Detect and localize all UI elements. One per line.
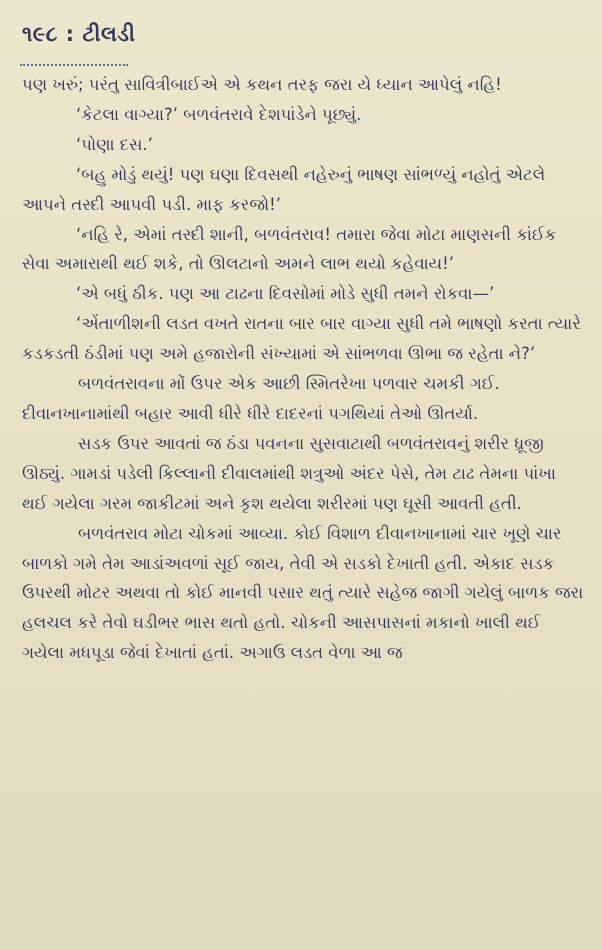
paragraph: ‘નહિ રે, એમાં તસ્દી શાની, બળવંતરાવ! તમારા જેવા મોટા માણસની કાંઈક સેવા અમારાથી થઈ શકે, તો ઊલટાનો અમને લાભ થયો કહેવાય!’ xyxy=(22,224,557,274)
paragraph: બળવંતરાવના મોં ઉપર એક આછી સ્મિતરેખા પળવાર ચમકી ગઈ. દીવાનખાનામાંથી બહાર આવી ધીરે ધીરે દાદરનાં પગથિયાં તેઓ ઊતર્યા. xyxy=(22,374,500,423)
header-separator: : xyxy=(65,22,75,46)
chapter-title: ટીલડી xyxy=(82,22,136,46)
body-text xyxy=(22,70,584,668)
paragraph: ‘બહુ મોડું થયું! પણ ઘણા દિવસથી નહેરુનું ભાષણ સાંભળ્યું નહોતું એટલે આપને તસ્દી આપવી પડી. માફ કરજો!’ xyxy=(22,164,546,214)
paragraph: બળવંતરાવ મોટા ચોકમાં આવ્યા. કોઈ વિશાળ દીવાનખાનામાં ચાર ખૂણે ચાર બાળકો ગમે તેમ આડાંઅવળાં સૂઈ જાય, તેવી એ સડકો દેખાતી હતી. એકાદ સડક ઉપરથી મોટર અથવા તો કોઈ માનવી પસાર થતું ત્યારે સહેજ જાગી ગયેલું બાળક જરા હલચલ કરે તેવો ઘડીભર ભાસ થતો હતો. ચોકની આસપાસનાં મકાનો ખાલી થઈ ગયેલા મધપૂડા જેવાં દેખાતાં હતાં. અગાઉ લડત વેળા આ જ xyxy=(22,523,584,663)
paragraph: ‘કેટલા વાગ્યા?’ બળવંતરાવે દેશપાંડેને પૂછ્યું. xyxy=(76,104,362,124)
page-header xyxy=(22,22,135,47)
paragraph: ‘પોણા દસ.’ xyxy=(76,134,153,154)
paragraph: ‘એ બધું ઠીક. પણ આ ટાઢના દિવસોમાં મોડે સુધી તમને રોકવા—’ xyxy=(76,284,495,304)
page-number: ૧૯૮ xyxy=(22,22,58,46)
paragraph: પણ ખરું; પરંતુ સાવિત્રીબાઈએ એ કથન તરફ જરા યે ધ્યાન આપેલું નહિ! xyxy=(22,75,502,94)
paragraph: ‘એંતાળીશની લડત વખતે રાતના બાર બાર વાગ્યા સુધી તમે ભાષણો કરતા ત્યારે કડકડતી ઠંડીમાં પણ અમે હજારોની સંખ્યામાં એ સાંભળવા ઊભા જ રહેતા ને?’ xyxy=(22,314,581,364)
header-underline xyxy=(20,56,128,66)
paragraph: સડક ઉપર આવતાં જ ઠંડા પવનના સુસવાટાથી બળવંતરાવનું શરીર ધ્રૂજી ઊઠ્યું. ગામડાં પડેલી કિલ્લાની દીવાલમાંથી શત્રુઓ અંદર પેસે, તેમ ટાઢ તેમના પાંખા થઈ ગયેલા ગરમ જાકીટમાં અને કૃશ થયેલા શરીરમાં પણ ઘૂસી આવતી હતી. xyxy=(22,433,556,513)
